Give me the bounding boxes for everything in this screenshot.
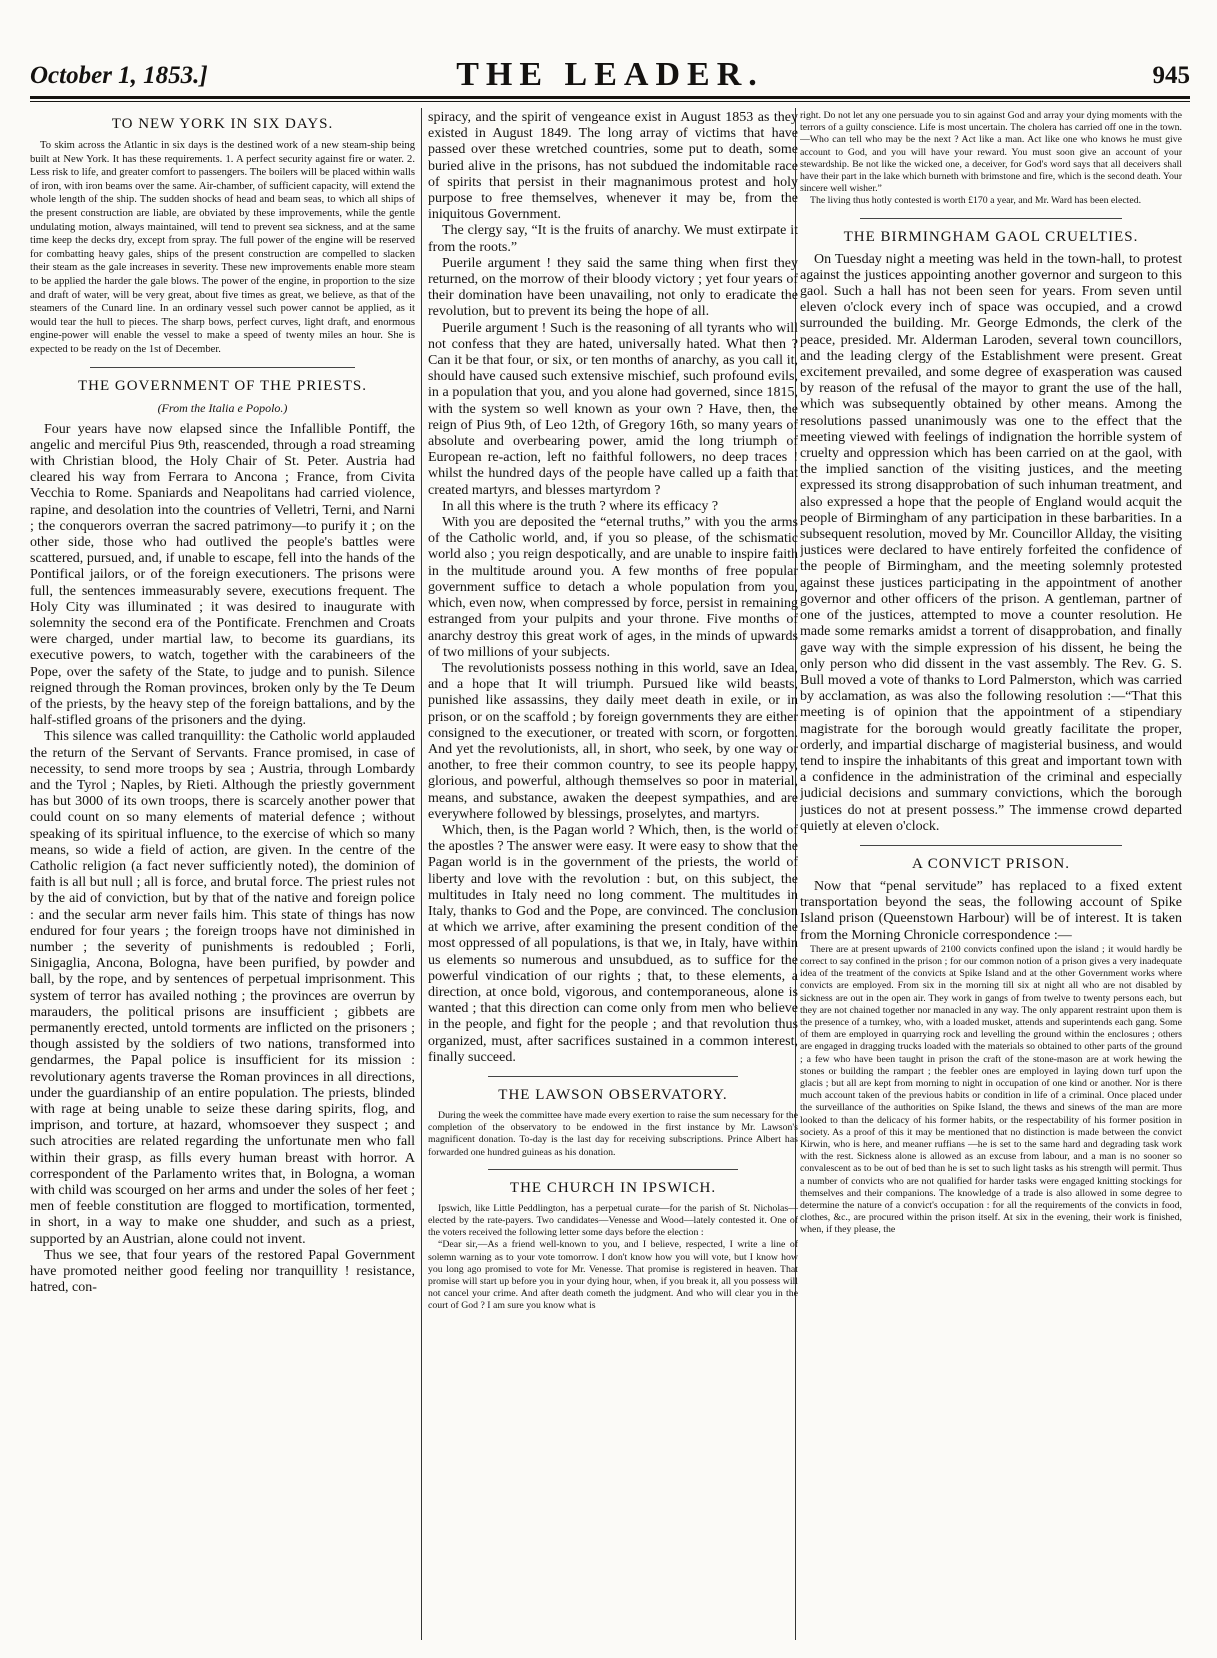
article-separator (90, 367, 355, 368)
paragraph: Ipswich, like Little Peddlington, has a perpetual curate—for the parish of St. Nicholas—elected by the rate-payers. Two candidates—Venesse and Wood—lately contested it. One of the voters received the following letter some days before the election : (428, 1202, 798, 1239)
column-2 (428, 110, 798, 1640)
paragraph: The revolutionists possess nothing in this world, save an Idea, and a hope that It will triumph. Pursued like wild beasts, punished like assassins, they daily meet death in exile, or in prison, or on the scaffold ; by foreign governments they are either consigned to the executioner, or treated with scorn, or forgotten. And yet the revolutionists, all, in short, who seek, by one way or another, to free their common country, to see its people happy, glorious, and powerful, although themselves so poor in material, means, and substance, awaken the deepest sympathies, and are everywhere followed by blessings, proselytes, and martyrs. (428, 660, 798, 822)
column-1 (30, 110, 415, 1640)
article-separator (488, 1076, 738, 1077)
article-source-priests: (From the Italia e Popolo.) (157, 400, 288, 415)
article-title-ipswich: THE CHURCH IN IPSWICH. (509, 1179, 717, 1196)
paragraph: Now that “penal servitude” has replaced to a fixed extent transportation beyond the seas, the following account of Spike Island prison (Queenstown Harbour) will be of interest. It is taken from the Morning Chronicle correspondence :— (800, 878, 1182, 943)
article-separator (860, 218, 1122, 219)
column-3 (800, 110, 1182, 1640)
paragraph: The living thus hotly contested is worth £170 a year, and Mr. Ward has been elected. (810, 195, 1142, 207)
issue-date: October 1, 1853.] (30, 62, 208, 89)
paragraph: Puerile argument ! they said the same thing when first they returned, on the morrow of their bloody victory ; yet four years of their domination have been unavailing, not only to eradicate the revolution, but to prevent its being the hope of all. (428, 255, 798, 320)
masthead (30, 40, 1190, 93)
article-title-priests: THE GOVERNMENT OF THE PRIESTS. (77, 377, 368, 394)
paragraph: Four years have now elapsed since the Infallible Pontiff, the angelic and merciful Pius 9th, reascended, through a road streaming with Christian blood, the Holy Chair of St. Peter. Austria had cleared his way from Ferrara to Ancona ; France, from Civita Vecchia to Rome. Spaniards and Neapolitans had carried violence, rapine, and desolation into the countries of Velletri, Terni, and Narni ; the conquerors overran the sacred patrimony—to purify it ; on the other side, those who had outlived the people's battles were scattered, pursued, and, if unable to escape, fell into the hands of the Pontifical jailors, or of the foreign executioners. The prisons were full, the sentences immeasurably severe, executions frequent. The Holy City was illuminated ; it was desired to inaugurate with solemnity the second era of the Pontificate. Frenchmen and Croats were charged, under martial law, to become its guardians, its executive powers, to watch, together with the carabineers of the Pope, over the safety of the State, to judge and to punish. Silence reigned through the Roman provinces, broken only by the Te Deum of the priests, by the heavy step of the foreign battalions, and by the half-stifled groans of the prisoners and the dying. (30, 421, 415, 729)
header-rule-thick (30, 96, 1190, 99)
article-body-lawson: During the week the committee have made every exertion to raise the sum necessary for the completion of the observatory to be endowed in the first instance by Mr. Lawson's magnificent donation. To-day is the last day for receiving subscriptions. Prince Albert has forwarded one hundred guineas as his donation. (428, 1109, 798, 1158)
paragraph: right. Do not let any one persuade you to sin against God and array your dying moments with the terrors of a guilty conscience. Life is most uncertain. The cholera has carried off one in the town.—Who can tell who may be the next ? Act like a man. Act like one who knows he must give account to God, and you will have your reward. You must soon give an account of your stewardship. Be not like the wicked one, a deceiver, for God's word says that all deceivers shall have their part in the lake which burneth with brimstone and fire, which is the second death. Your sincere well wisher.” (800, 110, 1182, 195)
paragraph: There are at present upwards of 2100 convicts confined upon the island ; it would hardly be correct to say confined in the prison ; for our common notion of a prison gives a very inadequate idea of the treatment of the convicts at Spike Island and at the other Government works where convicts are employed. From six in the morning till six at night all who are not disabled by sickness are out in the open air. They work in gangs of from twelve to twenty persons each, but they are not chained together nor manacled in any way. The only apparent restraint upon them is the presence of a turnkey, who, with a loaded musket, attends and superintends each gang. Some of them are employed in quarrying rock and levelling the ground within the enclosures ; others are engaged in dragging trucks loaded with the materials so obtained to other parts of the ground ; a few who have been taught in prison the craft of the stone-mason are at work hewing the stones or building the rampart ; the feebler ones are employed in laying down turf upon the glacis ; but all are kept from morning to night in occupation of one kind or another. Nor is there much account taken of the previous habits or condition in life of a criminal. Once placed under the surveillance of the authorities on Spike Island, the thews and sinews of the man are more looked to than the delicacy of his former habits, or the respectability of his former position in society. As a proof of this it may be mentioned that no distinction is made between the convict Kirwin, who is here, and meaner ruffians —he is set to the same hard and degrading task work with the rest. Sickness alone is allowed as an excuse from labour, and a man is no sooner so convalescent as to be out of bed than he is set to such light tasks as his strength will permit. Thus a number of convicts who are not qualified for harder tasks were engaged knitting stockings for themselves and their companions. The knowledge of a trade is also allowed in some degree to determine the nature of a convict's occupation : for all the requirements of the convicts in food, clothes, &c., are procured within the prison itself. At six in the evening, their work is finished, when, if they please, the (800, 943, 1182, 1236)
paragraph: The clergy say, “It is the fruits of anarchy. We must extirpate it from the roots.” (428, 223, 798, 255)
newspaper-title: THE LEADER. (456, 56, 764, 93)
article-separator (860, 845, 1122, 846)
paragraph: “Dear sir,—As a friend well-known to you, and I believe, respected, I write a line of solemn warning as to your vote tomorrow. I don't know how you will vote, but I know how you long ago promised to vote for Mr. Venesse. That promise is registered in heaven. That promise will start up before you in your dying hour, when, if you break it, all you possess will not cancel your crime. And after death cometh the judgment. And who will clear you in the court of God ? I am sure you know what is (428, 1239, 798, 1312)
article-separator (488, 1169, 738, 1170)
header-rule-thin (30, 101, 1190, 102)
article-title-birmingham: THE BIRMINGHAM GAOL CRUELTIES. (843, 228, 1139, 245)
page-number: 945 (1152, 62, 1190, 89)
paragraph: Puerile argument ! Such is the reasoning of all tyrants who will not confess that they are hated, universally hated. What then ? Can it be that four, or six, or ten months of anarchy, as you call it, should have caused such extensive mischief, such profound evils, in a population that you, and you alone had governed, since 1815, with the system so well known as your own ? Have, then, the reign of Pius 9th, of Leo 12th, of Gregory 16th, so many years of absolute and overbearing power, amid the long triumph of European re-action, left no faithful followers, no deep traces ! whilst the hundred days of the people have called up a faith that created martyrs, and blesses martyrdom ? (428, 320, 798, 498)
article-body-new-york: To skim across the Atlantic in six days is the destined work of a new steam-ship being built at New York. It has these requirements. 1. A perfect security against fire or water. 2. Less risk to life, and greater comfort to passengers. The boilers will be placed within walls of iron, with iron beams over the same. Air-chamber, of sufficient capacity, will extend the whole length of the ship. The sudden shocks of head and beam seas, to which all ships of the present construction are liable, are obviated by these improvements, while the gentle undulating motion, always maintained, will tend to prevent sea sickness, and at the same time keep the decks dry, except from spray. The full power of the engine will be reserved for combatting heavy gales, ships of the present construction are compelled to slacken their steam as the gale increases in severity. These new improvements enable more steam to be applied the harder the gale blows. The power of the engine, in proportion to the size and draft of water, will be very great, about five times as great, we believe, as that of the steamers of the Cunard line. In an ordinary vessel such power cannot be applied, as it would tear the hull to pieces. The sharp bows, perfect curves, light draft, and enormous engine-power will enable the vessel to make a speed of twenty miles an hour. She is expected to be ready on the 1st of December. (30, 140, 415, 355)
paragraph: Which, then, is the Pagan world ? Which, then, is the world of the apostles ? The answer were easy. It were easy to show that the Pagan world is in the government of the priests, the world of liberty and love with the revolution : but, on this subject, the multitudes in Italy need no long comment. The multitudes in Italy, thanks to God and the Pope, are convinced. The conclusion at which we arrive, after examining the present condition of the most oppressed of all populations, is that we, in Italy, have within us elements so numerous and unsubdued, as to suffice for the powerful vindication of our rights ; that, to these elements, a direction, at once bold, vigorous, and contemporaneous, alone is wanted ; that this direction can come only from men who believe in the people, and fight for the people ; and that revolution thus organized, must, after sacrifices sustained in a common interest, finally succeed. (428, 822, 798, 1065)
article-body-birmingham: On Tuesday night a meeting was held in the town-hall, to protest against the justices appointing another governor and surgeon to this gaol. Such a hall has not been seen for years. From seven until eleven o'clock every inch of space was occupied, and a crowd surrounded the building. Mr. George Edmonds, the clerk of the peace, presided. Mr. Alderman Laroden, several town councillors, and the leading clergy of the Establishment were present. Great excitement prevailed, and some degree of exasperation was caused by reason of the refusal of the mayor to grant the use of the hall, which was subsequently obtained by other means. Among the resolutions passed unanimously was one to the effect that the meeting viewed with feelings of indignation the horrible system of cruelty and oppression which has been carried on at the gaol, with the implied sanction of the visiting justices, and the meeting expressed its strong disapprobation of such inhuman treatment, and also expressed a hope that the people of England would acquit the people of Birmingham of any participation in these barbarities. In a subsequent resolution, moved by Mr. Councillor Allday, the visiting justices were declared to have entirely forfeited the confidence of the people of Birmingham, and the meeting solemnly protested against these justices participating in the appointment of another governor and other officers of the prison. A gentleman, partner of one of the justices, attempted to move a counter resolution. He made some remarks amidst a torrent of disapprobation, and finally gave way with the simple expression of his dissent, he being the only person who did dissent in the vast assembly. The Rev. G. S. Bull moved a vote of thanks to Lord Palmerston, which was carried by acclamation, as was also the following resolution :—“That this meeting is of opinion that the appointment of a stipendiary magistrate for the borough would greatly facilitate the proper, orderly, and impartial discharge of magisterial business, and would tend to inspire the inhabitants of this great and important town with a confidence in the administration of the criminal and especially judicial decisions and summary convictions, which the borough justices do not at present possess.” The immense crowd departed quietly at eleven o'clock. (800, 251, 1182, 834)
column-divider-1 (421, 108, 422, 1640)
paragraph: This silence was called tranquillity: the Catholic world applauded the return of the Servant of Servants. France promised, in case of necessity, to send more troops by sea ; Austria, through Lombardy and the Tyrol ; Naples, by Rieti. Although the priestly government has but 3000 of its own troops, there is scarcely another power that could count on so many elements of material defence ; without speaking of its spiritual influence, to the exercise of which so many means, so wide a field of action, are given. In the centre of the Catholic religion (a fact never sufficiently noted), the dominion of faith is all but null ; all is force, and brutal force. The priest rules not by the aid of conviction, but by that of the native and foreign police : and the secular arm never fails him. This state of things has now endured for four years ; the foreign troops have not diminished in number ; the severity of punishments is redoubled ; Forli, Sinigaglia, Ancona, Bologna, have been purified, by powder and ball, by the rope, and by sentences of perpetual imprisonment. This system of terror has availed nothing ; the provinces are overrun by marauders, the political prisons are insufficient ; gibbets are permanently erected, untold torments are inflicted on the prisoners ; though assisted by the soldiers of two nations, transformed into gendarmes, the Papal police is insufficient for its mission : revolutionary agents traverse the Roman provinces in all directions, under the guardianship of an entire population. The priests, blinded with rage at being unable to seize these daring spirits, flog, and imprison, and torture, at hazard, whomsoever they suspect ; and such atrocities are related regarding the unfortunate men who fall within their grasp, as fills every human breast with horror. A correspondent of the Parlamento writes that, in Bologna, a woman with child was scourged on her arms and under the soles of her feet ; men of feeble constitution are flogged to mortification, tormented, in short, in a way to make one shudder, and such as a priest, supported by an Austrian, alone could not invent. (30, 729, 415, 1247)
paragraph: In all this where is the truth ? where its efficacy ? (442, 498, 719, 514)
paragraph: Thus we see, that four years of the restored Papal Government have promoted neither good feeling nor tranquillity ! resistance, hatred, con- (30, 1247, 415, 1296)
article-title-lawson: THE LAWSON OBSERVATORY. (498, 1086, 728, 1103)
paragraph: spiracy, and the spirit of vengeance exist in August 1853 as they existed in August 1849. The long array of victims that have passed over these wretched countries, some put to death, some buried alive in the prisons, has not subdued the indomitable race of spirits that persist in their magnanimous protest and holy purpose to free themselves, whenever it may be, from the iniquitous Government. (428, 110, 798, 223)
article-title-new-york: TO NEW YORK IN SIX DAYS. (111, 116, 334, 132)
paragraph: With you are deposited the “eternal truths,” with you the arms of the Catholic world, and, if you so please, of the schismatic world also ; you reign despotically, and are unable to inspire faith in the multitude around you. A few months of free popular government suffice to detach a whole population from you, which, even now, when compressed by force, persist in remaining estranged from your pulpits and your throne. Five months of anarchy destroy this great work of ages, in the minds of upwards of two millions of your subjects. (428, 515, 798, 660)
article-title-convict: A CONVICT PRISON. (912, 855, 1070, 872)
